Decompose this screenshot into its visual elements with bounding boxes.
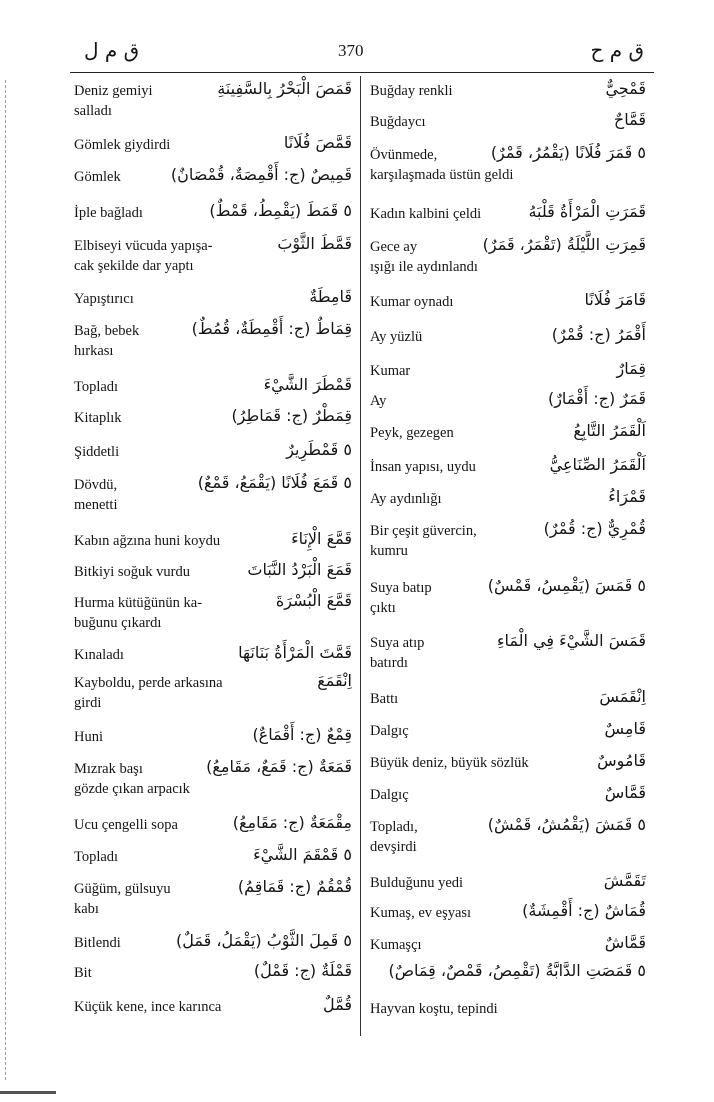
arabic-headword: قَمِرَتِ اللَّيْلَةُ (تَقْمَرُ، قَمَرٌ) xyxy=(482,235,646,254)
turkish-meaning-continued: cak şekilde dar yaptı xyxy=(74,258,194,274)
arabic-headword: قُمْقُمٌ (ج: قَمَاقِمُ) xyxy=(237,877,352,896)
arabic-headword: ٥ قَمَشَ (يَقْمُشُ، قَمْشٌ) xyxy=(487,815,646,834)
arabic-headword: قِمْعٌ (ج: أَقْمَاعٌ) xyxy=(252,725,352,744)
turkish-meaning: Gömlek xyxy=(74,169,121,185)
header-left-root: ق م ل xyxy=(84,38,140,62)
column-divider xyxy=(360,76,361,1036)
turkish-meaning: Elbiseyi vücuda yapışa- xyxy=(74,238,213,254)
turkish-meaning: Kumaşçı xyxy=(370,937,422,953)
turkish-meaning: Suya batıp xyxy=(370,580,432,596)
turkish-meaning: Kitaplık xyxy=(74,410,122,426)
arabic-headword: قُمْرِيٌّ (ج: قُمْرٌ) xyxy=(543,519,646,538)
arabic-headword: قَمَّاشٌ xyxy=(604,933,646,952)
turkish-meaning: Dalgıç xyxy=(370,787,409,803)
arabic-headword: قِمَاطٌ (ج: أَقْمِطَةٌ، قُمُطٌ) xyxy=(191,319,352,338)
arabic-headword: اَلْقَمَرُ الصِّنَاعِيُّ xyxy=(549,455,646,474)
scan-edge xyxy=(5,80,6,1080)
arabic-headword: قَمَّاحٌ xyxy=(613,110,646,129)
bottom-rule xyxy=(0,1091,56,1094)
turkish-meaning: Kumar oynadı xyxy=(370,294,454,310)
turkish-meaning-continued: kabı xyxy=(74,901,99,917)
arabic-headword: اِنْقَمَعَ xyxy=(317,671,352,690)
turkish-meaning: Suya atıp xyxy=(370,635,425,651)
turkish-meaning: Topladı xyxy=(74,849,119,865)
turkish-meaning-continued: devşirdi xyxy=(370,839,417,855)
turkish-meaning: Güğüm, gülsuyu xyxy=(74,881,171,897)
arabic-headword: قَمَّعَ الْإِنَاءَ xyxy=(291,529,352,548)
turkish-meaning: Bağ, bebek xyxy=(74,323,140,339)
turkish-meaning: Övünmede, xyxy=(370,147,438,163)
turkish-meaning-continued: hırkası xyxy=(74,343,114,359)
turkish-meaning: Deniz gemiyi xyxy=(74,83,153,99)
header-rule xyxy=(70,72,654,73)
turkish-meaning: İnsan yapısı, uydu xyxy=(370,459,476,475)
turkish-meaning: Gece ay xyxy=(370,239,418,255)
arabic-headword: أَقْمَرُ (ج: قُمْرٌ) xyxy=(551,325,646,344)
turkish-meaning: Kadın kalbini çeldi xyxy=(370,206,482,222)
turkish-meaning: Bitkiyi soğuk vurdu xyxy=(74,564,191,580)
turkish-meaning: Kabın ağzına huni koydu xyxy=(74,533,221,549)
arabic-headword: ٥ قَمَصَتِ الدَّابَّةُ (تَقْمِصُ، قَمْصٌ، قِمَاصٌ) xyxy=(388,961,646,980)
turkish-meaning: Küçük kene, ince karınca xyxy=(74,999,222,1015)
arabic-headword: قِمَارٌ xyxy=(616,359,646,378)
arabic-headword: قَمَّعَ الْبُسْرَةَ xyxy=(275,591,352,610)
turkish-meaning-continued: gözde çıkan arpacık xyxy=(74,781,190,797)
arabic-headword: ٥ قَمَرَ فُلَانًا (يَقْمُرُ، قَمْرٌ) xyxy=(490,143,646,162)
arabic-headword: قَمَصَ الْبَحْرُ بِالسَّفِينَةِ xyxy=(217,79,352,98)
turkish-meaning: Peyk, gezegen xyxy=(370,425,454,441)
turkish-meaning: Bit xyxy=(74,965,92,981)
turkish-meaning: Ucu çengelli sopa xyxy=(74,817,178,833)
arabic-headword: قَمْلَةٌ (ج: قَمْلٌ) xyxy=(253,961,352,980)
turkish-meaning: Topladı, xyxy=(370,819,418,835)
arabic-headword: اِنْقَمَسَ xyxy=(599,687,646,706)
arabic-headword: ٥ قَمِلَ الثَّوْبُ (يَقْمَلُ، قَمَلٌ) xyxy=(175,931,352,950)
turkish-meaning: Topladı xyxy=(74,379,119,395)
arabic-headword: قَمَّتَ الْمَرْأَةُ بَنَانَهَا xyxy=(238,643,352,662)
turkish-meaning: Bitlendi xyxy=(74,935,121,951)
header-right-root: ق م ح xyxy=(590,38,644,62)
turkish-meaning-continued: girdi xyxy=(74,695,102,711)
turkish-meaning-continued: buğunu çıkardı xyxy=(74,615,162,631)
arabic-headword: قَمَسَ الشَّيْءَ فِي الْمَاءِ xyxy=(497,631,646,650)
arabic-headword: ٥ قَمَعَ فُلَانًا (يَقْمَعُ، قَمْعٌ) xyxy=(197,473,352,492)
turkish-meaning: Hurma kütüğünün ka- xyxy=(74,595,203,611)
arabic-headword: قَمَعَةٌ (ج: قَمَعٌ، مَقَامِعُ) xyxy=(206,757,352,776)
turkish-meaning: Mızrak başı xyxy=(74,761,143,777)
arabic-headword: ٥ قَمْقَمَ الشَّيْءَ xyxy=(253,845,352,864)
arabic-headword: قَمَرٌ (ج: أَقْمَارٌ) xyxy=(547,389,646,408)
turkish-meaning: Kınaladı xyxy=(74,647,124,663)
arabic-headword: قَمْحِيٌّ xyxy=(605,79,646,98)
turkish-meaning: Ay xyxy=(370,393,387,409)
turkish-meaning: Dövdü, xyxy=(74,477,118,493)
turkish-meaning-continued: çıktı xyxy=(370,600,396,616)
arabic-headword: قَمِيصٌ (ج: أَقْمِصَةٌ، قُمْصَانٌ) xyxy=(170,165,352,184)
arabic-headword: قَامَرَ فُلَانًا xyxy=(584,290,646,309)
arabic-headword: مِقْمَعَةٌ (ج: مَقَامِعُ) xyxy=(232,813,352,832)
turkish-meaning: Ay aydınlığı xyxy=(370,491,442,507)
turkish-meaning: Kumar xyxy=(370,363,411,379)
turkish-meaning-continued: batırdı xyxy=(370,655,408,671)
arabic-headword: قَمَّاسٌ xyxy=(604,783,646,802)
arabic-headword: قِمَطْرٌ (ج: قَمَاطِرُ) xyxy=(231,406,352,425)
turkish-meaning: Şiddetli xyxy=(74,444,120,460)
arabic-headword: قَمَّصَ فُلَانًا xyxy=(283,133,352,152)
arabic-headword: ٥ قَمْطَرِيرٌ xyxy=(286,440,352,459)
turkish-meaning: Bir çeşit güvercin, xyxy=(370,523,477,539)
arabic-headword: قُمَاشٌ (ج: أَقْمِشَةٌ) xyxy=(522,901,646,920)
turkish-meaning-continued: karşılaşmada üstün geldi xyxy=(370,167,514,183)
turkish-meaning: Dalgıç xyxy=(370,723,409,739)
turkish-meaning: Huni xyxy=(74,729,103,745)
turkish-meaning: Kumaş, ev eşyası xyxy=(370,905,472,921)
arabic-headword: قَمَّطَ الثَّوْبَ xyxy=(277,234,352,253)
arabic-headword: قُمَّلٌ xyxy=(322,995,352,1014)
arabic-headword: اَلْقَمَرُ التَّابِعُ xyxy=(573,421,646,440)
arabic-headword: قَامُوسٌ xyxy=(597,751,646,770)
arabic-headword: قَامِطَةٌ xyxy=(309,287,352,306)
arabic-headword: ٥ قَمَطَ (يَقْمِطُ، قَمْطٌ) xyxy=(209,201,352,220)
arabic-headword: قَمْرَاءُ xyxy=(608,487,646,506)
turkish-meaning: Battı xyxy=(370,691,399,707)
arabic-headword: قَمْطَرَ الشَّيْءَ xyxy=(263,375,352,394)
turkish-meaning-continued: ışığı ile aydınlandı xyxy=(370,259,478,275)
turkish-meaning: Büyük deniz, büyük sözlük xyxy=(370,755,529,771)
turkish-meaning: Kayboldu, perde arkasına xyxy=(74,675,223,691)
arabic-headword: تَقَمَّشَ xyxy=(603,871,646,890)
turkish-meaning-continued: kumru xyxy=(370,543,408,559)
arabic-headword: قَمَرَتِ الْمَرْأَةُ قَلْبَهُ xyxy=(528,202,646,221)
turkish-meaning: Ay yüzlü xyxy=(370,329,423,345)
turkish-meaning: Buğday renkli xyxy=(370,83,453,99)
turkish-meaning: İple bağladı xyxy=(74,205,143,221)
turkish-meaning: Yapıştırıcı xyxy=(74,291,134,307)
turkish-meaning-continued: menetti xyxy=(74,497,118,513)
turkish-meaning: Buğdaycı xyxy=(370,114,426,130)
arabic-headword: قَامِسٌ xyxy=(604,719,646,738)
page-number: 370 xyxy=(338,41,364,60)
arabic-headword: قَمَعَ الْبَرْدُ النَّبَاتَ xyxy=(247,560,352,579)
turkish-meaning: Bulduğunu yedi xyxy=(370,875,464,891)
turkish-meaning: Hayvan koştu, tepindi xyxy=(370,1001,498,1017)
turkish-meaning-continued: salladı xyxy=(74,103,112,119)
arabic-headword: ٥ قَمَسَ (يَقْمِسُ، قَمْسٌ) xyxy=(487,576,646,595)
turkish-meaning: Gömlek giydirdi xyxy=(74,137,171,153)
